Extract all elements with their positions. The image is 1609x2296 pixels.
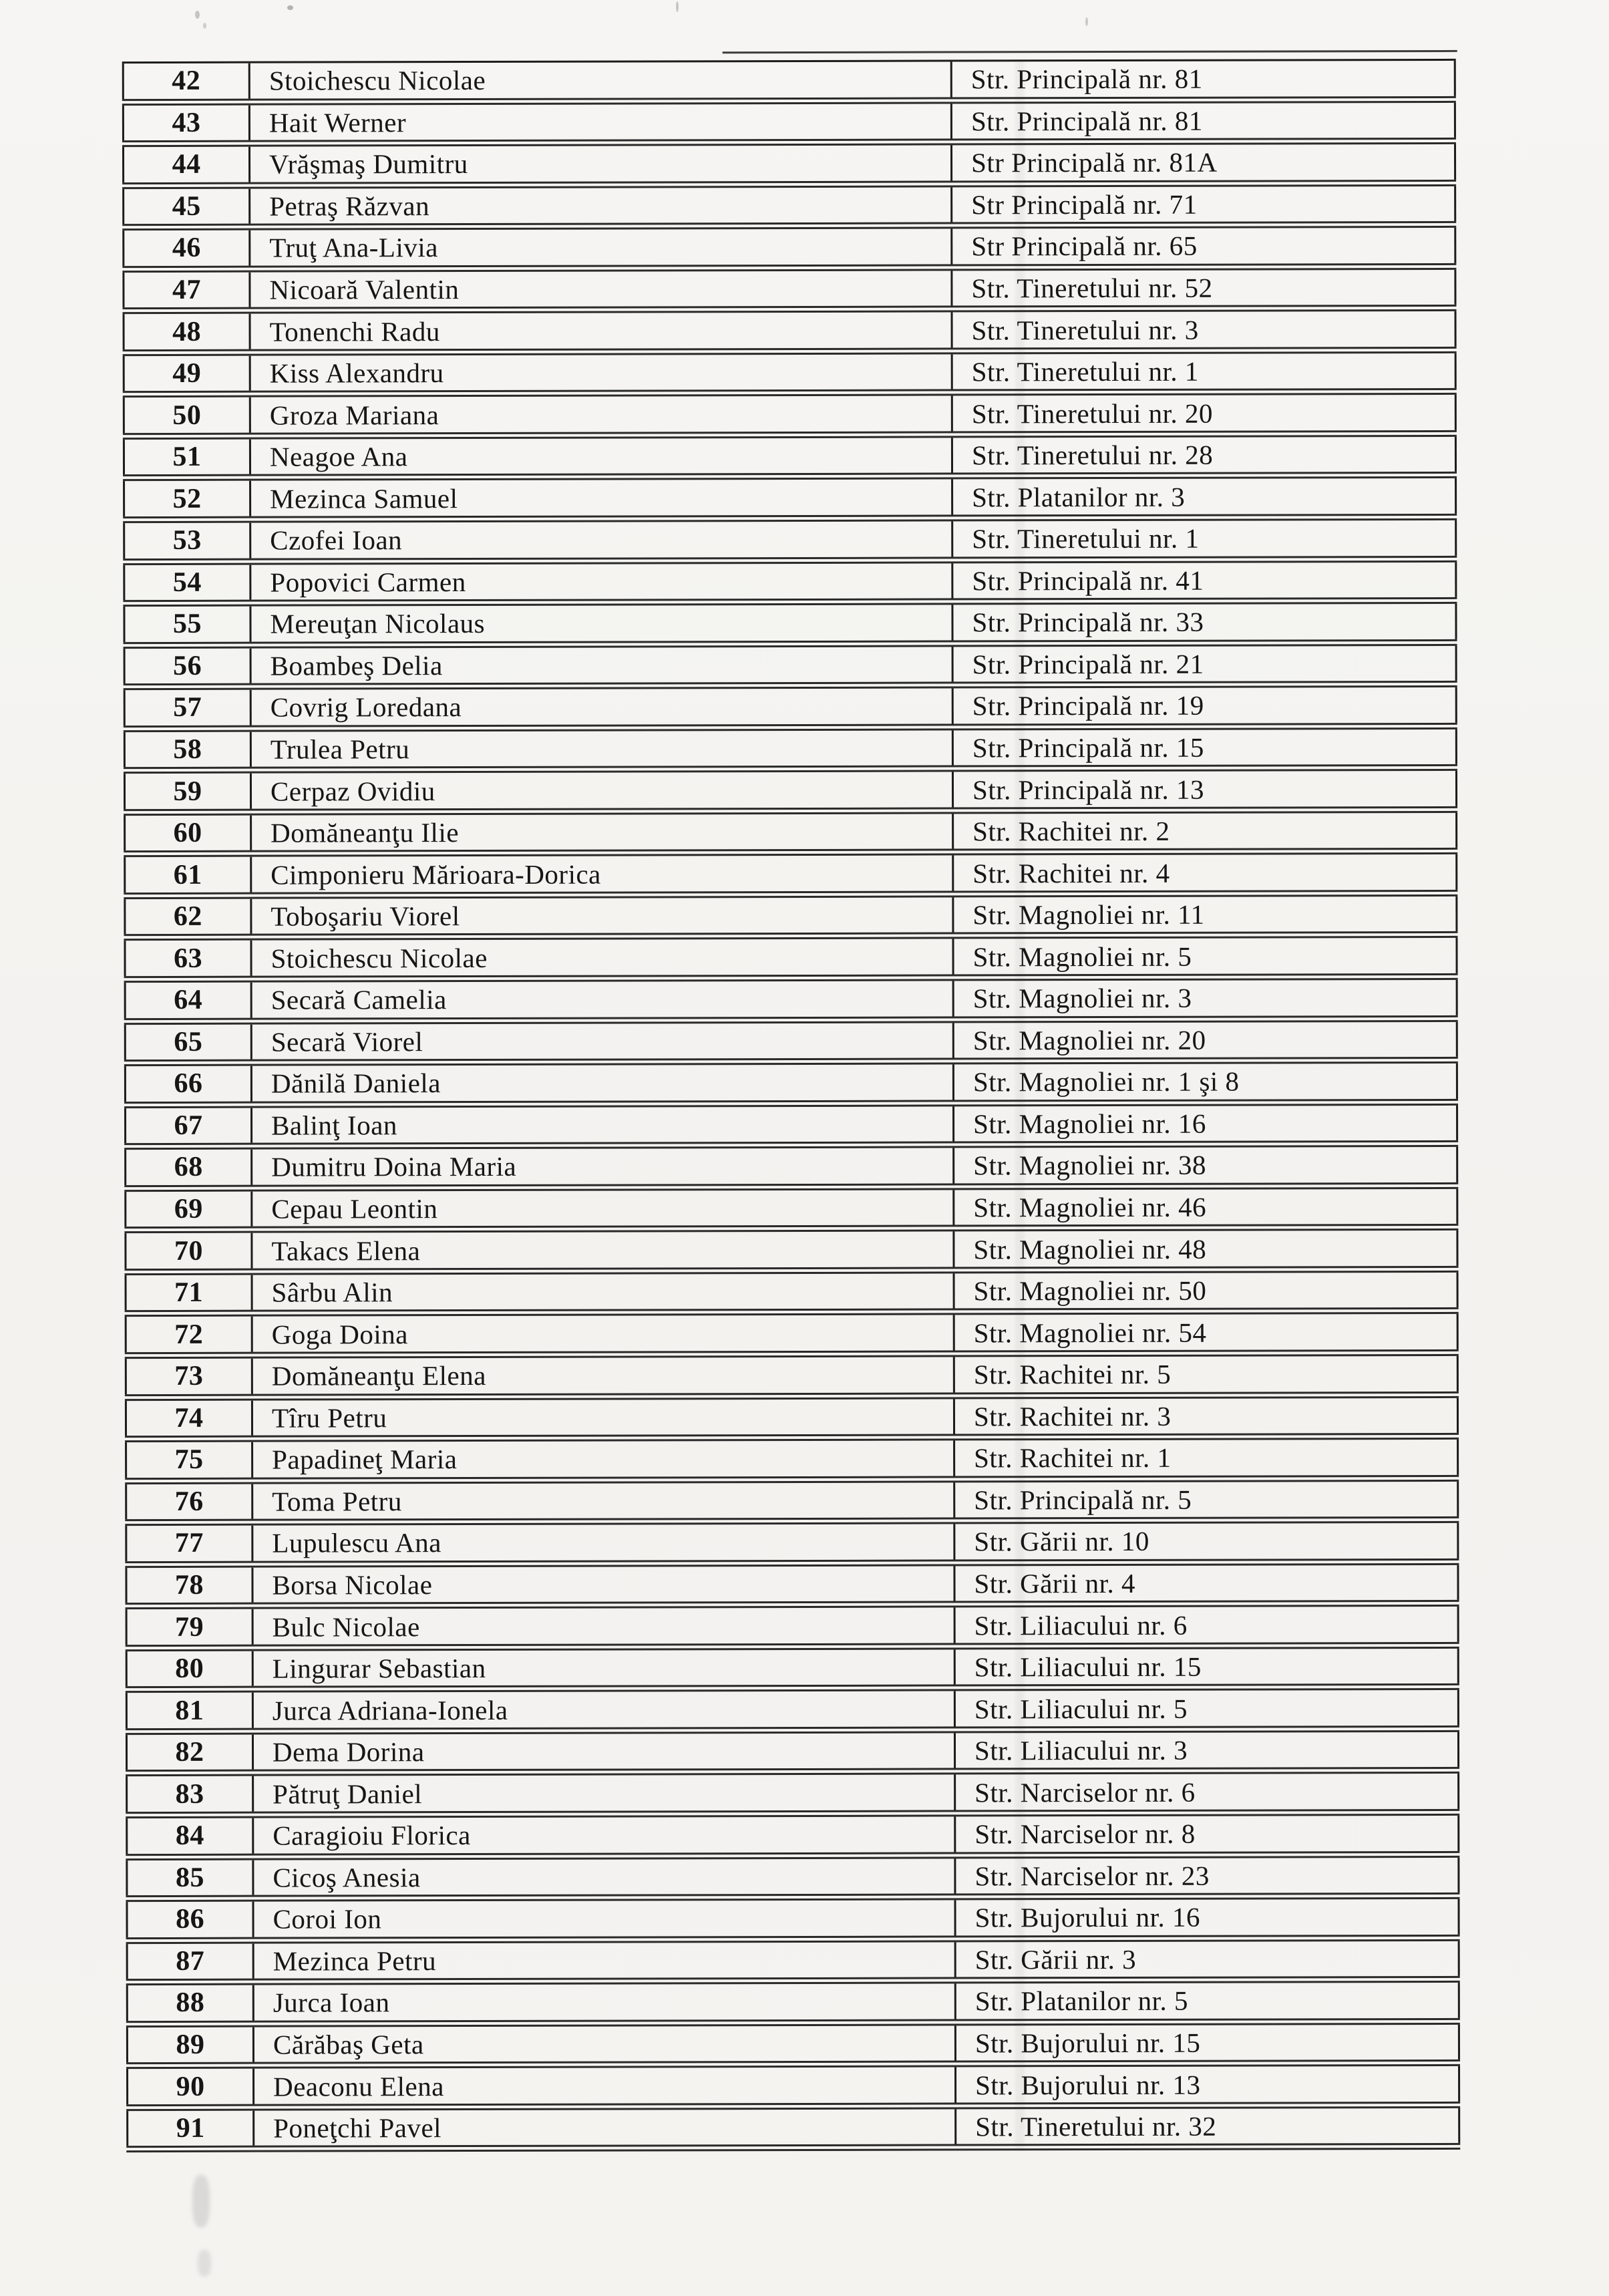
person-name: Takacs Elena (252, 1232, 954, 1269)
person-address: Str. Gării nr. 3 (956, 1941, 1460, 1977)
table-row (124, 938, 1457, 983)
person-name: Dumitru Doina Maria (252, 1148, 954, 1185)
row-number: 57 (124, 690, 252, 725)
row-number: 65 (124, 1024, 252, 1059)
person-address: Str. Magnoliei nr. 48 (954, 1231, 1458, 1267)
person-address: Str. Principală nr. 13 (954, 771, 1457, 807)
row-number: 87 (126, 1943, 254, 1979)
table-row (124, 1063, 1458, 1108)
row-number: 46 (122, 230, 250, 266)
person-address: Str. Principală nr. 41 (953, 562, 1457, 598)
table-row (124, 980, 1458, 1025)
person-name: Cărăbaş Geta (254, 2025, 956, 2062)
person-name: Cicoş Anesia (254, 1858, 956, 1895)
person-address: Str. Tineretului nr. 20 (953, 395, 1457, 431)
row-number: 85 (126, 1860, 254, 1895)
person-name: Toboşariu Viorel (252, 897, 954, 934)
person-name: Deaconu Elena (254, 2068, 956, 2104)
row-number: 76 (125, 1484, 253, 1519)
table-row (124, 1147, 1458, 1192)
row-number: 72 (125, 1317, 253, 1352)
row-number: 59 (124, 774, 252, 809)
person-address: Str. Liliacului nr. 15 (956, 1649, 1459, 1685)
row-number: 45 (122, 188, 250, 224)
row-number: 53 (123, 523, 251, 558)
person-address: Str. Magnoliei nr. 50 (955, 1273, 1459, 1309)
table-row (122, 270, 1456, 315)
person-address: Str. Narciselor nr. 23 (956, 1857, 1459, 1893)
person-name: Vrăşmaş Dumitru (250, 146, 952, 182)
person-name: Mezinca Petru (254, 1942, 956, 1979)
table-row (122, 144, 1456, 189)
person-address: Str. Bujorului nr. 13 (956, 2066, 1460, 2102)
table-row (124, 1021, 1458, 1066)
person-name: Dănilă Daniela (252, 1065, 954, 1102)
person-name: Kiss Alexandru (251, 354, 953, 391)
table-row (126, 1690, 1459, 1735)
person-address: Str. Bujorului nr. 16 (956, 1899, 1459, 1935)
table-row (124, 1106, 1458, 1150)
row-number: 78 (125, 1567, 253, 1603)
row-number: 63 (124, 941, 252, 976)
row-number: 80 (126, 1651, 254, 1686)
person-name: Cepau Leontin (252, 1190, 954, 1226)
row-number: 64 (124, 983, 252, 1018)
table-row (126, 2066, 1460, 2111)
person-name: Stoichescu Nicolae (250, 61, 952, 98)
table-row (124, 1189, 1458, 1234)
person-address: Str. Narciselor nr. 8 (956, 1816, 1459, 1852)
person-address: Str. Principală nr. 21 (954, 646, 1457, 682)
person-name: Stoichescu Nicolae (252, 939, 954, 976)
person-address: Str. Principală nr. 81 (952, 61, 1456, 97)
person-address: Str. Principală nr. 5 (955, 1482, 1459, 1518)
table-row (124, 854, 1457, 899)
person-name: Domăneanţu Elena (253, 1357, 955, 1393)
table-row (122, 228, 1456, 273)
person-address: Str. Tineretului nr. 1 (953, 520, 1457, 556)
table-row (123, 604, 1457, 649)
table-row (126, 1899, 1459, 1944)
row-number: 84 (126, 1818, 254, 1854)
table-row (122, 186, 1456, 231)
row-number: 71 (125, 1275, 253, 1311)
person-address: Str. Magnoliei nr. 20 (954, 1021, 1458, 1057)
row-number: 68 (124, 1150, 252, 1185)
person-address: Str. Platanilor nr. 3 (953, 478, 1457, 514)
row-number: 91 (126, 2110, 254, 2146)
row-number: 77 (125, 1526, 253, 1561)
table-row (124, 1231, 1458, 1275)
table-row (126, 2108, 1460, 2153)
person-name: Secară Viorel (252, 1023, 954, 1059)
person-name: Tîru Petru (253, 1399, 955, 1436)
table-row (125, 1440, 1459, 1484)
row-number: 47 (122, 272, 250, 307)
person-address: Str. Magnoliei nr. 16 (954, 1106, 1458, 1142)
table-row (124, 813, 1457, 858)
person-address: Str. Tineretului nr. 52 (952, 270, 1456, 306)
table-row (122, 61, 1456, 106)
table-row (123, 562, 1457, 607)
table-rows (122, 61, 1461, 2153)
person-address: Str. Principală nr. 33 (953, 604, 1457, 640)
row-number: 89 (126, 2027, 254, 2062)
person-name: Truţ Ana-Livia (250, 229, 952, 266)
table-row (124, 729, 1457, 774)
row-number: 56 (124, 648, 252, 683)
table-row (126, 1774, 1459, 1818)
person-name: Dema Dorina (254, 1733, 956, 1770)
person-name: Goga Doina (253, 1315, 955, 1352)
person-address: Str. Gării nr. 10 (955, 1523, 1459, 1559)
table-row (126, 1607, 1459, 1651)
person-name: Pătruţ Daniel (254, 1775, 956, 1812)
table-row (123, 353, 1457, 398)
person-name: Neagoe Ana (251, 438, 953, 474)
table-row (123, 478, 1457, 523)
person-address: Str. Magnoliei nr. 5 (954, 938, 1457, 974)
person-address: Str. Magnoliei nr. 1 şi 8 (954, 1063, 1458, 1100)
person-name: Lingurar Sebastian (254, 1649, 956, 1686)
table-row (123, 437, 1457, 482)
row-number: 82 (126, 1735, 254, 1770)
person-name: Trulea Petru (252, 730, 954, 767)
person-address: Str. Magnoliei nr. 11 (954, 896, 1457, 933)
row-number: 60 (124, 816, 252, 851)
person-name: Lupulescu Ana (253, 1524, 955, 1561)
row-number: 44 (122, 147, 250, 182)
row-number: 55 (123, 607, 251, 642)
person-name: Secară Camelia (252, 981, 954, 1018)
person-address: Str. Magnoliei nr. 54 (955, 1314, 1459, 1350)
row-number: 43 (122, 105, 250, 140)
table-row (124, 646, 1457, 691)
table-row (124, 896, 1457, 941)
person-name: Groza Mariana (251, 396, 953, 433)
person-name: Czofei Ioan (251, 522, 953, 558)
person-address: Str Principală nr. 65 (952, 228, 1456, 264)
person-name: Cerpaz Ovidiu (252, 772, 954, 809)
scan-speck (195, 11, 200, 19)
person-name: Cimponieru Mărioara-Dorica (252, 856, 954, 892)
scan-speck (203, 23, 206, 29)
person-address: Str. Magnoliei nr. 3 (954, 980, 1458, 1016)
person-address: Str. Principală nr. 81 (952, 102, 1456, 138)
scan-speck (287, 5, 293, 10)
person-address: Str Principală nr. 71 (952, 186, 1456, 222)
row-number: 52 (123, 481, 251, 516)
person-name: Sârbu Alin (253, 1273, 955, 1310)
row-number: 81 (126, 1693, 254, 1728)
table-row (126, 1857, 1459, 1902)
row-number: 74 (125, 1400, 253, 1436)
table-row (126, 1941, 1460, 1986)
table-row (126, 1732, 1459, 1777)
row-number: 75 (125, 1442, 253, 1478)
person-address: Str. Rachitei nr. 1 (955, 1440, 1459, 1476)
person-name: Nicoară Valentin (250, 271, 952, 307)
row-number: 66 (124, 1066, 252, 1102)
table-row (125, 1523, 1459, 1568)
person-name: Covrig Loredana (252, 689, 954, 725)
row-number: 69 (124, 1191, 252, 1226)
person-name: Petraş Răzvan (250, 187, 952, 224)
table-row (125, 1398, 1459, 1442)
person-address: Str. Principală nr. 15 (954, 729, 1457, 766)
table-row (125, 1482, 1459, 1526)
person-name: Poneţchi Pavel (254, 2109, 956, 2146)
table-row (126, 1649, 1459, 1693)
row-number: 70 (124, 1233, 252, 1269)
row-number: 90 (126, 2069, 254, 2104)
row-number: 58 (124, 731, 252, 767)
person-name: Bulc Nicolae (254, 1608, 956, 1645)
person-address: Str. Tineretului nr. 1 (953, 353, 1457, 389)
table-row (125, 1273, 1459, 1317)
row-number: 49 (123, 356, 251, 391)
person-address: Str. Liliacului nr. 3 (956, 1732, 1459, 1768)
row-number: 51 (123, 440, 251, 475)
row-number: 86 (126, 1902, 254, 1937)
table-row (124, 687, 1457, 732)
person-address: Str. Magnoliei nr. 46 (954, 1189, 1458, 1225)
table-row (122, 102, 1456, 147)
row-number: 83 (126, 1776, 254, 1812)
person-name: Mereuţan Nicolaus (251, 605, 953, 642)
person-name: Papadineţ Maria (253, 1441, 955, 1478)
person-name: Domăneanţu Ilie (252, 814, 954, 850)
person-address: Str. Tineretului nr. 32 (956, 2108, 1460, 2144)
scan-speck (676, 1, 679, 12)
table-row (126, 1816, 1459, 1860)
person-name: Jurca Adriana-Ionela (254, 1691, 956, 1728)
person-address: Str. Rachitei nr. 4 (954, 854, 1457, 890)
table-row (123, 395, 1457, 440)
row-number: 54 (123, 564, 251, 600)
person-address: Str. Tineretului nr. 28 (953, 437, 1457, 473)
person-address: Str. Principală nr. 19 (954, 687, 1457, 723)
person-address: Str. Liliacului nr. 5 (956, 1690, 1459, 1726)
person-address: Str. Tineretului nr. 3 (953, 311, 1457, 347)
person-name: Tonenchi Radu (251, 313, 953, 349)
table-row (125, 1356, 1459, 1401)
person-name: Caragioiu Florica (254, 1816, 956, 1853)
person-name: Borsa Nicolae (253, 1566, 955, 1603)
table-row (123, 520, 1457, 565)
person-address: Str. Rachitei nr. 2 (954, 813, 1457, 849)
person-name: Toma Petru (253, 1482, 955, 1519)
person-name: Jurca Ioan (254, 1984, 956, 2021)
row-number: 48 (123, 314, 251, 349)
person-name: Boambeş Delia (252, 647, 954, 683)
person-address: Str. Rachitei nr. 5 (955, 1356, 1459, 1392)
person-address: Str. Magnoliei nr. 38 (954, 1147, 1458, 1183)
person-name: Hait Werner (250, 104, 952, 140)
scan-smudge (198, 2250, 211, 2277)
person-name: Coroi Ion (254, 1901, 956, 1937)
person-address: Str Principală nr. 81A (952, 144, 1456, 180)
person-name: Popovici Carmen (251, 563, 953, 600)
residents-table (122, 59, 1461, 2153)
table-row (126, 2025, 1460, 2070)
row-number: 67 (124, 1108, 252, 1143)
person-address: Str. Rachitei nr. 3 (955, 1398, 1459, 1434)
person-address: Str. Gării nr. 4 (955, 1565, 1459, 1601)
row-number: 62 (124, 899, 252, 935)
person-address: Str. Narciselor nr. 6 (956, 1774, 1459, 1810)
scan-speck (1085, 17, 1088, 26)
row-number: 61 (124, 857, 252, 892)
person-name: Mezinca Samuel (251, 480, 953, 516)
row-number: 79 (126, 1609, 254, 1645)
table-row (125, 1314, 1459, 1359)
table-row (126, 1983, 1460, 2027)
person-address: Str. Platanilor nr. 5 (956, 1983, 1460, 2019)
table-row (125, 1565, 1459, 1610)
row-number: 73 (125, 1359, 253, 1394)
table-row (124, 771, 1457, 816)
table-row (123, 311, 1457, 356)
scan-smudge (192, 2175, 210, 2227)
person-address: Str. Liliacului nr. 6 (956, 1607, 1459, 1643)
row-number: 42 (122, 63, 250, 99)
person-name: Balinţ Ioan (252, 1106, 954, 1143)
person-address: Str. Bujorului nr. 15 (956, 2025, 1460, 2061)
row-number: 50 (123, 397, 251, 433)
row-number: 88 (126, 1985, 254, 2021)
